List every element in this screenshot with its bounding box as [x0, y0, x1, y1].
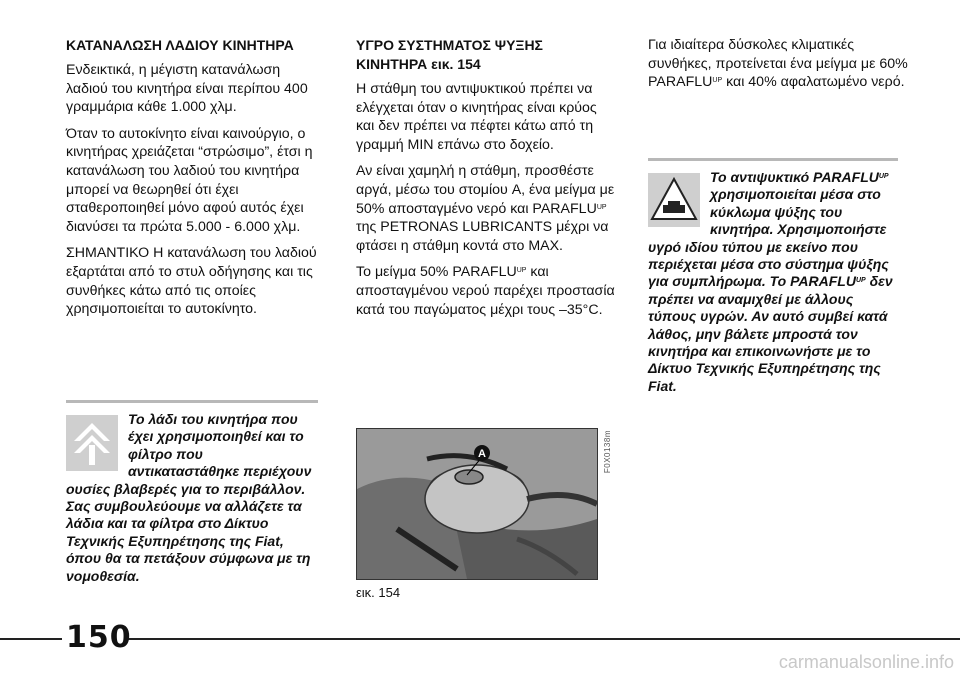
coolant-heading: ΥΓΡΟ ΣΥΣΤΗΜΑΤΟΣ ΨΥΞΗΣ ΚΙΝΗΤΗΡΑ εικ. 154	[356, 37, 543, 72]
oil-paragraph-2: Όταν το αυτοκίνητο είναι καινούργιο, ο κινητήρας χρειάζεται “στρώσιμο”, έτσι η κατανάλωση του λαδιού του κινητήρα μπορεί να θεωρηθεί ότι έχει σταθεροποιηθεί μόνο αφού αυτός έχει διανύσει τα πρώτα 5.000 - 6.000 χλμ.	[66, 125, 313, 235]
environment-note	[66, 400, 318, 585]
oil-paragraph-3: ΣΗΜΑΝΤΙΚΟ Η κατανάλωση του λαδιού εξαρτάται από το στυλ οδήγησης και τις συνθήκες κάτω από τις οποίες χρησιμοποιείται το αυτοκίνητο.	[66, 245, 317, 318]
environment-note-text: Το λάδι του κινητήρα που έχει χρησιμοποιηθεί και το φίλτρο που αντικαταστάθηκε περιέχουν ουσίες βλαβερές για το περιβάλλον. Σας συμβουλεύουμε να αλλάζετε τα λάδια και τα φίλτρα στο Δίκτυο Τεχνικής Εξυπηρέτησης της Fiat, όπου θα τα πετάξουν σύμφωνα με τη νομοθεσία.	[66, 411, 312, 584]
coolant-paragraph-2: Αν είναι χαμηλή η στάθμη, προσθέστε αργά, μέσω του στομίου A, ένα μείγμα με 50% αποσταγμένο νερό και $PARAFLU^{UP}$ της PETRONAS LUBRICANTS μέχρι να φτάσει η στάθμη κοντά στο MAX.	[356, 163, 615, 254]
column-1	[66, 36, 324, 327]
coolant-paragraph-3: Το μείγμα 50% $PARAFLU^{UP}$ και αποσταγμένου νερού παρέχει προστασία κατά του παγώματος μέχρι τους –35°C.	[356, 264, 615, 318]
oil-paragraph-1: Ενδεικτικά, η μέγιστη κατανάλωση λαδιού του κινητήρα είναι περίπου 400 γραμμάρια κάθε 1.000 χλμ.	[66, 62, 308, 116]
column-3	[648, 36, 910, 100]
footer-rule-left	[0, 638, 62, 640]
watermark: carmanualsonline.info	[778, 652, 954, 672]
page-number: 150	[66, 620, 132, 655]
figure-caption: εικ. 154	[356, 585, 401, 600]
oil-consumption-heading: ΚΑΤΑΝΑΛΩΣΗ ΛΑΔΙΟΥ ΚΙΝΗΤΗΡΑ	[66, 37, 294, 53]
antifreeze-warning-note	[648, 158, 898, 395]
figure-label-a: A	[478, 448, 486, 460]
column-2	[356, 36, 618, 327]
antifreeze-note-text: Το αντιψυκτικό $PARAFLU^{UP}$ χρησιμοποιείται μέσα στο κύκλωμα ψύξης του κινητήρα. Χρησιμοποιήστε υγρό ιδίου τύπου με εκείνο που περιέχεται μέσα στο σύστημα ψύξης για συμπλήρωμα. Το $PARAFLU^{UP}$ δεν πρέπει να αναμιχθεί με άλλους τύπους υγρών. Αν αυτό συμβεί κατά λάθος, μην βάλετε μπροστά τον κινητήρα και επικοινωνήστε με το Δίκτυο Τεχνικής Εξυπηρέτησης της Fiat.	[648, 169, 893, 394]
engine-bay-figure	[356, 428, 598, 580]
climate-paragraph: Για ιδιαίτερα δύσκολες κλιματικές συνθήκες, προτείνεται ένα μείγμα με 60% $PARAFLU^{UP}$ και 40% αφαλατωμένο νερό.	[648, 37, 908, 91]
figure-code: F0X0138m	[603, 430, 612, 474]
coolant-paragraph-1: Η στάθμη του αντιψυκτικού πρέπει να ελέγχεται όταν ο κινητήρας είναι κρύος και δεν πρέπει να πέφτει κάτω από τη γραμμή MIN επάνω στο δοχείο.	[356, 81, 597, 153]
warning-icon	[648, 173, 700, 227]
recycle-icon	[66, 415, 118, 471]
footer-rule-right	[128, 638, 960, 640]
